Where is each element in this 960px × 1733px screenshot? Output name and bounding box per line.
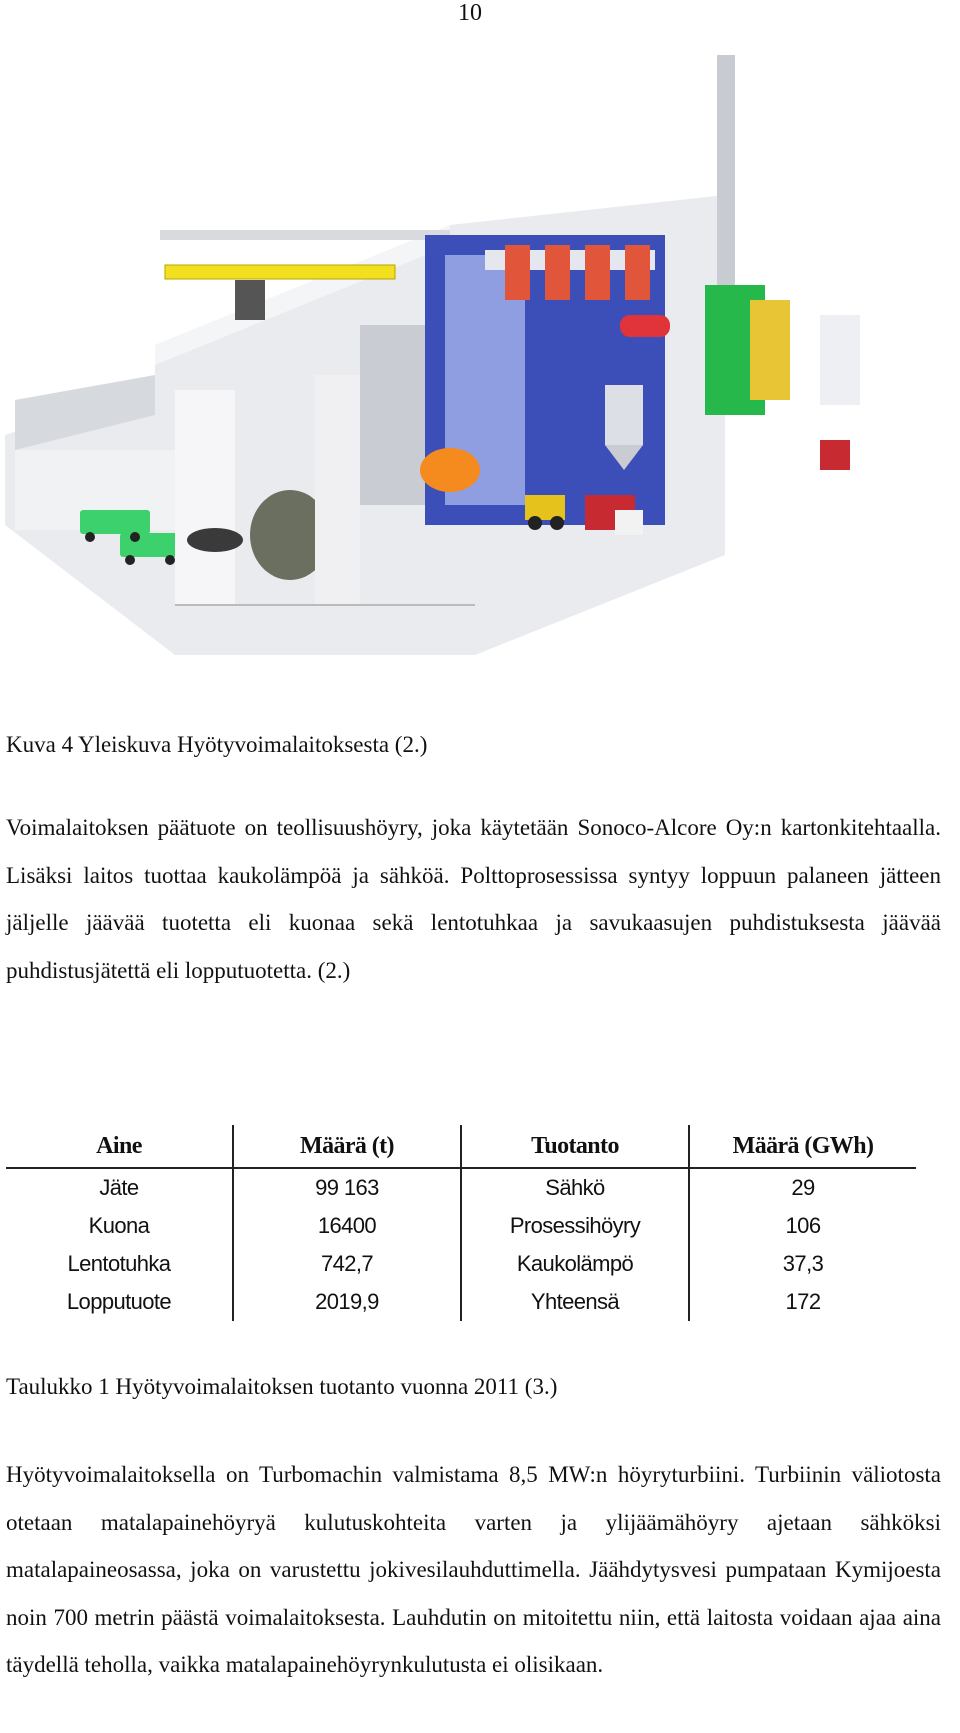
table-cell: Jäte — [6, 1168, 233, 1207]
table-cell: Yhteensä — [461, 1283, 689, 1321]
table-cell: Kuona — [6, 1207, 233, 1245]
table-row — [6, 1245, 916, 1283]
table-cell: 172 — [785, 1289, 821, 1314]
table-row — [6, 1168, 916, 1207]
table-cell: 37,3 — [782, 1251, 824, 1276]
table-cell: 742,7 — [233, 1245, 461, 1283]
paragraph-1: Voimalaitoksen päätuote on teollisuushöyry, joka käytetään Sonoco-Alcore Oy:n kartonkitehtaalla. Lisäksi laitos tuottaa kaukolämpöä ja sähköä. Polttoprosessissa syntyy loppuun palaneen jätteen jäljelle jäävää tuotetta eli kuonaa sekä lentotuhkaa ja savukaasujen puhdistuksesta jäävää puhdistusjätettä eli lopputuotetta. (2.) — [6, 815, 941, 983]
paragraph-2: Hyötyvoimalaitoksella on Turbomachin valmistama 8,5 MW:n höyryturbiini. Turbiinin väliotosta otetaan matalapainehöyryä kulutuskohteita varten ja ylijäämähöyry ajetaan sähköksi matalapaineosassa, joka on varustettu jokivesilauhduttimella. Jäähdytysvesi pumpataan Kymijoesta noin 700 metrin päästä voimalaitoksesta. Lauhdutin on mitoitettu niin, että laitosta voidaan ajaa aina täydellä teholla, vaikka matalapainehöyrynkulutusta ei olisikaan. — [6, 1462, 941, 1677]
table-cell: 16400 — [233, 1207, 461, 1245]
table-row — [6, 1283, 916, 1321]
table-header-row — [6, 1125, 916, 1168]
page-number: 10 — [458, 0, 482, 26]
table-row — [6, 1207, 916, 1245]
header-aine: Aine — [6, 1125, 233, 1168]
table-cell: Lopputuote — [6, 1283, 233, 1321]
table-cell: 99 163 — [233, 1168, 461, 1207]
table-cell: Kaukolämpö — [461, 1245, 689, 1283]
header-maara-t: Määrä (t) — [233, 1125, 461, 1168]
table-cell: 2019,9 — [233, 1283, 461, 1321]
table-caption: Taulukko 1 Hyötyvoimalaitoksen tuotanto vuonna 2011 (3.) — [6, 1374, 558, 1399]
table-cell: 106 — [785, 1213, 821, 1238]
table-cell: Lentotuhka — [6, 1245, 233, 1283]
table-cell: Sähkö — [461, 1168, 689, 1207]
header-tuotanto: Tuotanto — [461, 1125, 689, 1168]
production-table — [6, 1125, 916, 1321]
header-maara-gwh: Määrä (GWh) — [689, 1125, 916, 1168]
figure-caption: Kuva 4 Yleiskuva Hyötyvoimalaitoksesta (2.) — [6, 732, 428, 757]
table-cell: 29 — [791, 1175, 815, 1200]
power-plant-illustration — [5, 55, 950, 655]
table-cell: Prosessihöyry — [461, 1207, 689, 1245]
